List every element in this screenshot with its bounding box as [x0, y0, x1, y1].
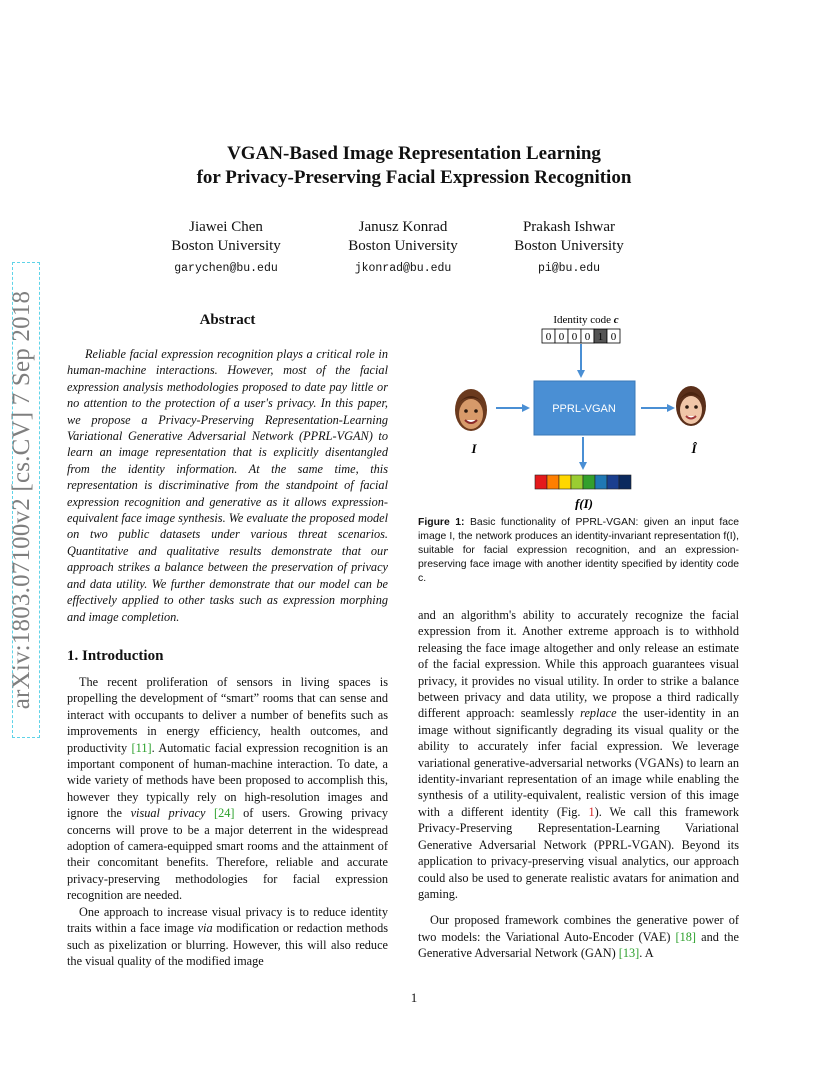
- text-run: modification or redaction methods such as pixelization or blurring. However, this will also reduce the visual quality of the modified image: [67, 921, 389, 968]
- author-email[interactable]: pi@bu.edu: [537, 262, 601, 275]
- arxiv-identifier: [0, 265, 44, 735]
- emphasis-text: visual privacy: [130, 806, 206, 821]
- input-image-label: I: [471, 441, 477, 456]
- feature-label: f(I): [574, 496, 594, 510]
- emphasis-text: replace: [580, 706, 617, 721]
- author-2: [318, 218, 488, 278]
- identity-code-vector: [542, 329, 620, 343]
- feature-cell: [583, 475, 595, 489]
- title-line-2: for Privacy-Preserving Facial Expression Recognition: [196, 167, 632, 188]
- caption-text: Basic functionality of PPRL-VGAN: given an input face image I, the network produces an identity-invariant representation f(I), suitable for facial expression recognition, and an expression-preserving face image with another identity specified by identity code c.: [418, 517, 739, 584]
- pprl-vgan-diagram: [418, 300, 739, 510]
- pprl-vgan-label: PPRL-VGAN: [552, 403, 616, 415]
- figure-1-caption: [418, 516, 739, 586]
- feature-cell: [619, 475, 631, 489]
- identity-code-label: [553, 314, 618, 326]
- feature-cell: [571, 475, 583, 489]
- section-heading-introduction: 1. Introduction: [67, 648, 164, 664]
- title-line-1: VGAN-Based Image Representation Learning: [227, 143, 601, 164]
- intro-left-column: [67, 674, 388, 969]
- identity-code-value: 0: [545, 331, 552, 343]
- text-run: . Automatic facial expression recognition is an important component of human-machine interaction. To date, a wide variety of methods have been proposed to accomplish this, however they typically rely on high-resolution images and ignore the: [67, 740, 389, 821]
- intro-paragraph-2: [67, 904, 388, 970]
- author-3: [484, 218, 654, 278]
- feature-vector: [535, 475, 631, 489]
- identity-code-value: 0: [571, 331, 578, 343]
- emphasis-text: via: [197, 921, 213, 936]
- author-email[interactable]: garychen@bu.edu: [174, 262, 278, 275]
- abstract-text: Reliable facial expression recognition plays a critical role in human-machine interactions. However, most of the facial expression analysis methodologies proposed to date pay little or no attention to the protection of a user's privacy. In this paper, we propose a Privacy-Preserving Representation-Learning Variational Generative Adversarial Network (PPRL-VGAN) to learn an image representation that is explicitly disentangled from the identity information. At the same time, this representation is discriminative from the standpoint of facial expression recognition and generative as it allows expression-equivalent face image synthesis. We evaluate the proposed model on two public datasets under various threat scenarios. Quantitative and qualitative results demonstrate that our approach strikes a balance between the preservation of privacy and data utility. We further demonstrate that our model can be effectively applied to other tasks such as expression morphing and image completion.: [67, 347, 388, 624]
- author-1: [141, 218, 311, 278]
- right-paragraph-2: [418, 912, 739, 961]
- author-affiliation: Boston University: [514, 238, 624, 254]
- caption-label: Figure 1:: [418, 517, 465, 528]
- citation-link[interactable]: [11]: [131, 740, 152, 755]
- feature-cell: [595, 475, 607, 489]
- figure-1: [418, 300, 739, 510]
- page-number: 1: [410, 990, 418, 1005]
- right-paragraph-1: [418, 607, 739, 902]
- identity-code-symbol: c: [613, 314, 619, 326]
- feature-cell: [535, 475, 547, 489]
- identity-code-value: 0: [584, 331, 591, 343]
- text-run: Our proposed framework combines the generative power of two models: the Variational Auto-Encoder (VAE): [418, 913, 739, 944]
- text-run: the user-identity in an image without significantly degrading its visual quality or the ability to accurately infer facial expression. We leverage variational generative-adversarial networks (VGANs) to learn an identity-invariant representation of an image while enabling the synthesis of a utility-equivalent, realistic version of this image with a different identity (Fig.: [418, 706, 739, 819]
- author-name: Janusz Konrad: [358, 219, 448, 235]
- citation-link[interactable]: [24]: [214, 806, 235, 821]
- author-block: [0, 218, 828, 278]
- input-face-image: [455, 389, 487, 431]
- paper-title: [0, 142, 828, 190]
- intro-right-column: [418, 607, 739, 962]
- intro-paragraph-1: [67, 674, 388, 904]
- identity-code-label-text: Identity code: [553, 314, 612, 326]
- citation-link[interactable]: [18]: [675, 929, 697, 944]
- author-name: Prakash Ishwar: [522, 219, 616, 235]
- feature-cell: [607, 475, 619, 489]
- identity-code-value: 0: [610, 331, 617, 343]
- citation-link[interactable]: [13]: [618, 946, 640, 961]
- abstract-body: [67, 346, 388, 625]
- text-run: and an algorithm's ability to accurately recognize the facial expression from it. Another extreme approach is to withhold releasing the face image altogether and only release an estimate of the facial expression. While this approach guarantees visual privacy, it provides no visual utility. In order to strike a balance between privacy and data utility, we propose a third radically different approach: seamlessly: [418, 608, 739, 721]
- text-run: The recent proliferation of sensors in living spaces is propelling the development of “smart” rooms that can sense and interact with occupants to deliver a number of benefits such as improvements in energy efficiency, health outcomes, and productivity: [67, 675, 388, 755]
- feature-cell: [559, 475, 571, 489]
- author-email[interactable]: jkonrad@bu.edu: [354, 262, 452, 275]
- author-affiliation: Boston University: [171, 238, 281, 254]
- arxiv-identifier-text: arXiv:1803.07100v2 [cs.CV] 7 Sep 2018: [8, 290, 36, 710]
- abstract-heading: Abstract: [199, 312, 256, 328]
- text-run: One approach to increase visual privacy is to reduce identity traits within a face image: [67, 904, 388, 936]
- text-run: of users. Growing privacy concerns will prove to be a major deterrent in the widespread adoption of camera-equipped smart rooms and the attainment of their concomitant benefits. Therefore, reliable and accurate privacy-preserving methodologies for facial expression recognition are needed.: [67, 806, 388, 903]
- feature-cell: [547, 475, 559, 489]
- text-run: [205, 806, 214, 820]
- author-affiliation: Boston University: [348, 238, 458, 254]
- identity-code-value: 1: [597, 331, 604, 343]
- text-run: and the Generative Adversarial Network (GAN): [418, 929, 739, 961]
- figure-link[interactable]: 1: [588, 804, 595, 819]
- author-name: Jiawei Chen: [189, 219, 263, 235]
- identity-code-value: 0: [558, 331, 565, 343]
- output-face-image: [676, 386, 706, 426]
- output-image-label: Î: [691, 441, 697, 456]
- text-run: ). We call this framework Privacy-Preserving Representation-Learning Variational Generative Adversarial Network (PPRL-VGAN). Beyond its application to privacy-preserving visual analytics, our approach could also be used to generate realistic avatars for animation and gaming.: [418, 804, 739, 901]
- text-run: . A: [639, 946, 654, 961]
